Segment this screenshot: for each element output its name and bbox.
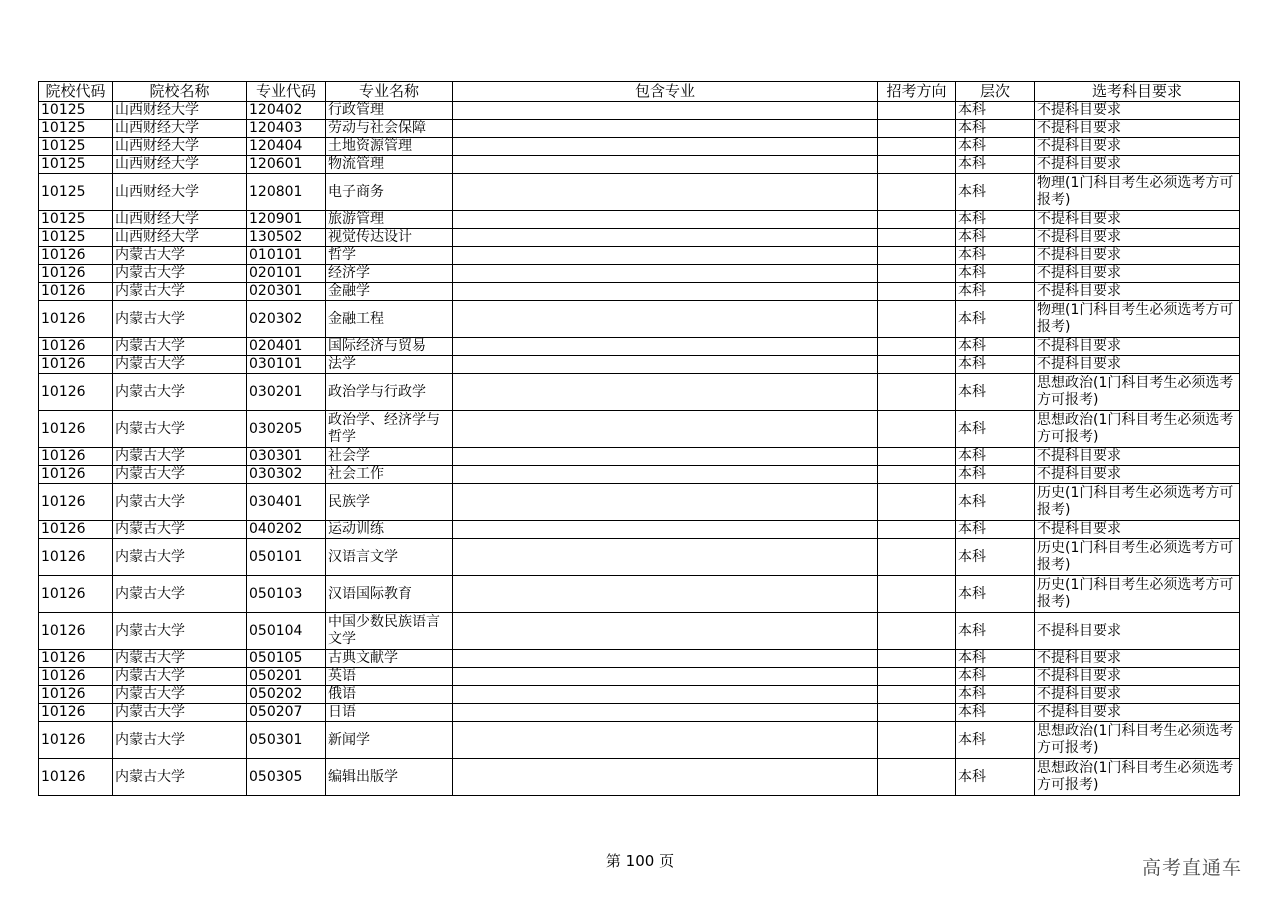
table-row	[39, 539, 1240, 576]
cell-level: 本科	[956, 174, 1035, 211]
cell-major-name: 旅游管理	[326, 211, 453, 229]
cell-school-code: 10126	[39, 722, 113, 759]
cell-major-name: 日语	[326, 704, 453, 722]
table-row	[39, 356, 1240, 374]
cell-level: 本科	[956, 576, 1035, 613]
cell-subject-requirement: 不提科目要求	[1035, 338, 1240, 356]
cell-major-name: 行政管理	[326, 102, 453, 120]
cell-subject-requirement: 不提科目要求	[1035, 283, 1240, 301]
cell-level: 本科	[956, 265, 1035, 283]
cell-major-name: 国际经济与贸易	[326, 338, 453, 356]
cell-school-name: 内蒙古大学	[113, 466, 247, 484]
cell-direction	[878, 411, 956, 448]
cell-major-code: 130502	[247, 229, 326, 247]
cell-major-code: 030101	[247, 356, 326, 374]
cell-included-majors	[453, 613, 878, 650]
cell-direction	[878, 704, 956, 722]
cell-school-name: 内蒙古大学	[113, 448, 247, 466]
cell-direction	[878, 484, 956, 521]
cell-included-majors	[453, 374, 878, 411]
cell-included-majors	[453, 211, 878, 229]
cell-level: 本科	[956, 668, 1035, 686]
cell-major-code: 120404	[247, 138, 326, 156]
cell-school-code: 10126	[39, 539, 113, 576]
cell-school-name: 内蒙古大学	[113, 650, 247, 668]
cell-major-name: 新闻学	[326, 722, 453, 759]
cell-school-code: 10125	[39, 174, 113, 211]
cell-included-majors	[453, 704, 878, 722]
cell-school-code: 10126	[39, 759, 113, 796]
cell-school-code: 10126	[39, 247, 113, 265]
cell-major-name: 金融学	[326, 283, 453, 301]
cell-level: 本科	[956, 521, 1035, 539]
cell-direction	[878, 668, 956, 686]
cell-school-name: 山西财经大学	[113, 156, 247, 174]
cell-major-code: 030401	[247, 484, 326, 521]
cell-included-majors	[453, 650, 878, 668]
cell-major-name: 汉语国际教育	[326, 576, 453, 613]
cell-direction	[878, 686, 956, 704]
cell-subject-requirement: 思想政治(1门科目考生必须选考方可报考)	[1035, 374, 1240, 411]
cell-subject-requirement: 不提科目要求	[1035, 448, 1240, 466]
cell-school-name: 内蒙古大学	[113, 613, 247, 650]
header-school-code: 院校代码	[39, 82, 113, 102]
cell-direction	[878, 283, 956, 301]
cell-direction	[878, 211, 956, 229]
cell-major-code: 120403	[247, 120, 326, 138]
cell-major-code: 120801	[247, 174, 326, 211]
cell-included-majors	[453, 138, 878, 156]
cell-school-code: 10126	[39, 613, 113, 650]
cell-direction	[878, 120, 956, 138]
header-direction: 招考方向	[878, 82, 956, 102]
header-school-name: 院校名称	[113, 82, 247, 102]
table-row	[39, 138, 1240, 156]
cell-direction	[878, 613, 956, 650]
cell-direction	[878, 265, 956, 283]
cell-school-code: 10126	[39, 356, 113, 374]
cell-subject-requirement: 不提科目要求	[1035, 120, 1240, 138]
table-body	[39, 102, 1240, 796]
cell-subject-requirement: 不提科目要求	[1035, 229, 1240, 247]
table-row	[39, 102, 1240, 120]
cell-major-name: 英语	[326, 668, 453, 686]
cell-school-code: 10126	[39, 521, 113, 539]
cell-school-name: 内蒙古大学	[113, 704, 247, 722]
cell-subject-requirement: 物理(1门科目考生必须选考方可报考)	[1035, 174, 1240, 211]
cell-included-majors	[453, 265, 878, 283]
cell-major-code: 030205	[247, 411, 326, 448]
table-row	[39, 484, 1240, 521]
cell-direction	[878, 102, 956, 120]
cell-school-code: 10125	[39, 156, 113, 174]
cell-direction	[878, 466, 956, 484]
cell-included-majors	[453, 576, 878, 613]
table-row	[39, 411, 1240, 448]
cell-major-code: 120901	[247, 211, 326, 229]
cell-school-code: 10125	[39, 229, 113, 247]
cell-school-code: 10126	[39, 466, 113, 484]
cell-major-name: 哲学	[326, 247, 453, 265]
cell-subject-requirement: 思想政治(1门科目考生必须选考方可报考)	[1035, 411, 1240, 448]
cell-level: 本科	[956, 138, 1035, 156]
table-row	[39, 301, 1240, 338]
table-row	[39, 576, 1240, 613]
cell-subject-requirement: 历史(1门科目考生必须选考方可报考)	[1035, 576, 1240, 613]
cell-direction	[878, 722, 956, 759]
header-included-majors: 包含专业	[453, 82, 878, 102]
cell-level: 本科	[956, 283, 1035, 301]
cell-level: 本科	[956, 650, 1035, 668]
cell-major-name: 经济学	[326, 265, 453, 283]
cell-major-code: 010101	[247, 247, 326, 265]
cell-subject-requirement: 不提科目要求	[1035, 613, 1240, 650]
table-row	[39, 374, 1240, 411]
cell-school-name: 内蒙古大学	[113, 759, 247, 796]
cell-level: 本科	[956, 338, 1035, 356]
cell-major-name: 编辑出版学	[326, 759, 453, 796]
cell-school-code: 10126	[39, 265, 113, 283]
cell-level: 本科	[956, 686, 1035, 704]
cell-major-code: 020302	[247, 301, 326, 338]
table-row	[39, 650, 1240, 668]
cell-school-code: 10126	[39, 484, 113, 521]
header-major-name: 专业名称	[326, 82, 453, 102]
cell-level: 本科	[956, 704, 1035, 722]
table-row	[39, 265, 1240, 283]
cell-major-name: 电子商务	[326, 174, 453, 211]
cell-subject-requirement: 历史(1门科目考生必须选考方可报考)	[1035, 539, 1240, 576]
table-row	[39, 338, 1240, 356]
cell-included-majors	[453, 283, 878, 301]
cell-major-code: 050105	[247, 650, 326, 668]
table-row	[39, 229, 1240, 247]
cell-subject-requirement: 不提科目要求	[1035, 156, 1240, 174]
cell-direction	[878, 247, 956, 265]
cell-level: 本科	[956, 156, 1035, 174]
cell-school-name: 内蒙古大学	[113, 411, 247, 448]
cell-included-majors	[453, 338, 878, 356]
cell-subject-requirement: 不提科目要求	[1035, 102, 1240, 120]
cell-level: 本科	[956, 229, 1035, 247]
table-row	[39, 704, 1240, 722]
table-row	[39, 174, 1240, 211]
cell-major-name: 中国少数民族语言文学	[326, 613, 453, 650]
cell-level: 本科	[956, 356, 1035, 374]
cell-subject-requirement: 物理(1门科目考生必须选考方可报考)	[1035, 301, 1240, 338]
watermark-logo-text: 高考直通车	[1142, 857, 1243, 879]
cell-major-code: 050202	[247, 686, 326, 704]
cell-major-code: 050305	[247, 759, 326, 796]
table-row	[39, 156, 1240, 174]
cell-level: 本科	[956, 448, 1035, 466]
cell-subject-requirement: 思想政治(1门科目考生必须选考方可报考)	[1035, 759, 1240, 796]
cell-level: 本科	[956, 539, 1035, 576]
cell-school-name: 内蒙古大学	[113, 247, 247, 265]
cell-major-code: 030301	[247, 448, 326, 466]
cell-included-majors	[453, 174, 878, 211]
cell-included-majors	[453, 759, 878, 796]
header-major-code: 专业代码	[247, 82, 326, 102]
cell-school-code: 10126	[39, 704, 113, 722]
cell-major-code: 050103	[247, 576, 326, 613]
cell-school-name: 内蒙古大学	[113, 539, 247, 576]
cell-major-code: 050207	[247, 704, 326, 722]
table-row	[39, 613, 1240, 650]
cell-subject-requirement: 不提科目要求	[1035, 211, 1240, 229]
cell-school-name: 内蒙古大学	[113, 484, 247, 521]
cell-school-name: 山西财经大学	[113, 211, 247, 229]
cell-major-name: 民族学	[326, 484, 453, 521]
cell-major-name: 劳动与社会保障	[326, 120, 453, 138]
page-number: 第 100 页	[605, 852, 675, 870]
cell-school-code: 10126	[39, 374, 113, 411]
cell-included-majors	[453, 356, 878, 374]
header-row	[39, 82, 1240, 102]
cell-level: 本科	[956, 722, 1035, 759]
cell-direction	[878, 539, 956, 576]
cell-school-name: 山西财经大学	[113, 229, 247, 247]
cell-school-name: 山西财经大学	[113, 120, 247, 138]
cell-school-code: 10126	[39, 650, 113, 668]
cell-major-name: 俄语	[326, 686, 453, 704]
cell-major-code: 030201	[247, 374, 326, 411]
cell-major-name: 古典文献学	[326, 650, 453, 668]
cell-level: 本科	[956, 102, 1035, 120]
cell-direction	[878, 229, 956, 247]
cell-school-name: 内蒙古大学	[113, 265, 247, 283]
cell-major-name: 土地资源管理	[326, 138, 453, 156]
cell-direction	[878, 576, 956, 613]
cell-included-majors	[453, 484, 878, 521]
cell-level: 本科	[956, 759, 1035, 796]
cell-school-code: 10126	[39, 448, 113, 466]
cell-level: 本科	[956, 374, 1035, 411]
cell-direction	[878, 301, 956, 338]
cell-direction	[878, 138, 956, 156]
cell-major-code: 050104	[247, 613, 326, 650]
cell-subject-requirement: 不提科目要求	[1035, 704, 1240, 722]
cell-subject-requirement: 不提科目要求	[1035, 138, 1240, 156]
cell-school-name: 内蒙古大学	[113, 668, 247, 686]
table-row	[39, 686, 1240, 704]
cell-included-majors	[453, 411, 878, 448]
cell-level: 本科	[956, 613, 1035, 650]
cell-major-code: 050201	[247, 668, 326, 686]
cell-school-code: 10125	[39, 120, 113, 138]
cell-major-code: 020101	[247, 265, 326, 283]
cell-school-code: 10126	[39, 411, 113, 448]
cell-school-code: 10125	[39, 102, 113, 120]
cell-major-code: 120402	[247, 102, 326, 120]
cell-subject-requirement: 不提科目要求	[1035, 247, 1240, 265]
cell-major-name: 汉语言文学	[326, 539, 453, 576]
cell-level: 本科	[956, 411, 1035, 448]
cell-included-majors	[453, 301, 878, 338]
cell-included-majors	[453, 466, 878, 484]
cell-direction	[878, 759, 956, 796]
cell-school-code: 10126	[39, 338, 113, 356]
cell-subject-requirement: 不提科目要求	[1035, 466, 1240, 484]
cell-direction	[878, 448, 956, 466]
cell-subject-requirement: 思想政治(1门科目考生必须选考方可报考)	[1035, 722, 1240, 759]
cell-direction	[878, 374, 956, 411]
cell-direction	[878, 650, 956, 668]
cell-direction	[878, 521, 956, 539]
table-row	[39, 466, 1240, 484]
header-subject-requirement: 选考科目要求	[1035, 82, 1240, 102]
cell-school-code: 10126	[39, 301, 113, 338]
table-row	[39, 211, 1240, 229]
cell-major-name: 社会学	[326, 448, 453, 466]
table-row	[39, 722, 1240, 759]
cell-school-code: 10126	[39, 576, 113, 613]
cell-level: 本科	[956, 484, 1035, 521]
cell-school-code: 10125	[39, 211, 113, 229]
cell-major-name: 金融工程	[326, 301, 453, 338]
cell-included-majors	[453, 102, 878, 120]
table-row	[39, 448, 1240, 466]
cell-major-code: 030302	[247, 466, 326, 484]
cell-subject-requirement: 不提科目要求	[1035, 668, 1240, 686]
cell-direction	[878, 174, 956, 211]
cell-level: 本科	[956, 466, 1035, 484]
table-row	[39, 247, 1240, 265]
table-row	[39, 120, 1240, 138]
cell-included-majors	[453, 229, 878, 247]
cell-school-code: 10126	[39, 668, 113, 686]
cell-subject-requirement: 不提科目要求	[1035, 521, 1240, 539]
cell-major-name: 视觉传达设计	[326, 229, 453, 247]
cell-major-name: 社会工作	[326, 466, 453, 484]
cell-direction	[878, 156, 956, 174]
cell-school-name: 内蒙古大学	[113, 521, 247, 539]
cell-level: 本科	[956, 120, 1035, 138]
cell-school-name: 内蒙古大学	[113, 722, 247, 759]
table-row	[39, 521, 1240, 539]
table-row	[39, 283, 1240, 301]
cell-major-name: 法学	[326, 356, 453, 374]
cell-subject-requirement: 不提科目要求	[1035, 356, 1240, 374]
cell-included-majors	[453, 247, 878, 265]
cell-school-name: 内蒙古大学	[113, 356, 247, 374]
cell-level: 本科	[956, 211, 1035, 229]
cell-major-code: 020301	[247, 283, 326, 301]
cell-major-code: 040202	[247, 521, 326, 539]
cell-subject-requirement: 不提科目要求	[1035, 686, 1240, 704]
cell-major-code: 020401	[247, 338, 326, 356]
cell-subject-requirement: 历史(1门科目考生必须选考方可报考)	[1035, 484, 1240, 521]
cell-school-code: 10126	[39, 686, 113, 704]
cell-subject-requirement: 不提科目要求	[1035, 650, 1240, 668]
cell-included-majors	[453, 686, 878, 704]
cell-school-code: 10125	[39, 138, 113, 156]
cell-school-name: 内蒙古大学	[113, 301, 247, 338]
cell-school-name: 山西财经大学	[113, 102, 247, 120]
cell-major-name: 政治学与行政学	[326, 374, 453, 411]
cell-level: 本科	[956, 247, 1035, 265]
cell-included-majors	[453, 156, 878, 174]
cell-major-name: 物流管理	[326, 156, 453, 174]
cell-school-name: 山西财经大学	[113, 138, 247, 156]
cell-major-name: 运动训练	[326, 521, 453, 539]
cell-school-name: 山西财经大学	[113, 174, 247, 211]
cell-included-majors	[453, 120, 878, 138]
header-level: 层次	[956, 82, 1035, 102]
cell-major-code: 050101	[247, 539, 326, 576]
cell-school-name: 内蒙古大学	[113, 338, 247, 356]
cell-school-name: 内蒙古大学	[113, 374, 247, 411]
cell-direction	[878, 338, 956, 356]
cell-direction	[878, 356, 956, 374]
cell-school-name: 内蒙古大学	[113, 576, 247, 613]
cell-included-majors	[453, 722, 878, 759]
cell-school-code: 10126	[39, 283, 113, 301]
cell-included-majors	[453, 668, 878, 686]
cell-included-majors	[453, 521, 878, 539]
cell-school-name: 内蒙古大学	[113, 283, 247, 301]
cell-major-code: 120601	[247, 156, 326, 174]
table-row	[39, 759, 1240, 796]
cell-included-majors	[453, 539, 878, 576]
admission-requirements-table	[38, 81, 1240, 796]
cell-subject-requirement: 不提科目要求	[1035, 265, 1240, 283]
table-row	[39, 668, 1240, 686]
cell-major-code: 050301	[247, 722, 326, 759]
cell-major-name: 政治学、经济学与哲学	[326, 411, 453, 448]
cell-included-majors	[453, 448, 878, 466]
cell-level: 本科	[956, 301, 1035, 338]
cell-school-name: 内蒙古大学	[113, 686, 247, 704]
